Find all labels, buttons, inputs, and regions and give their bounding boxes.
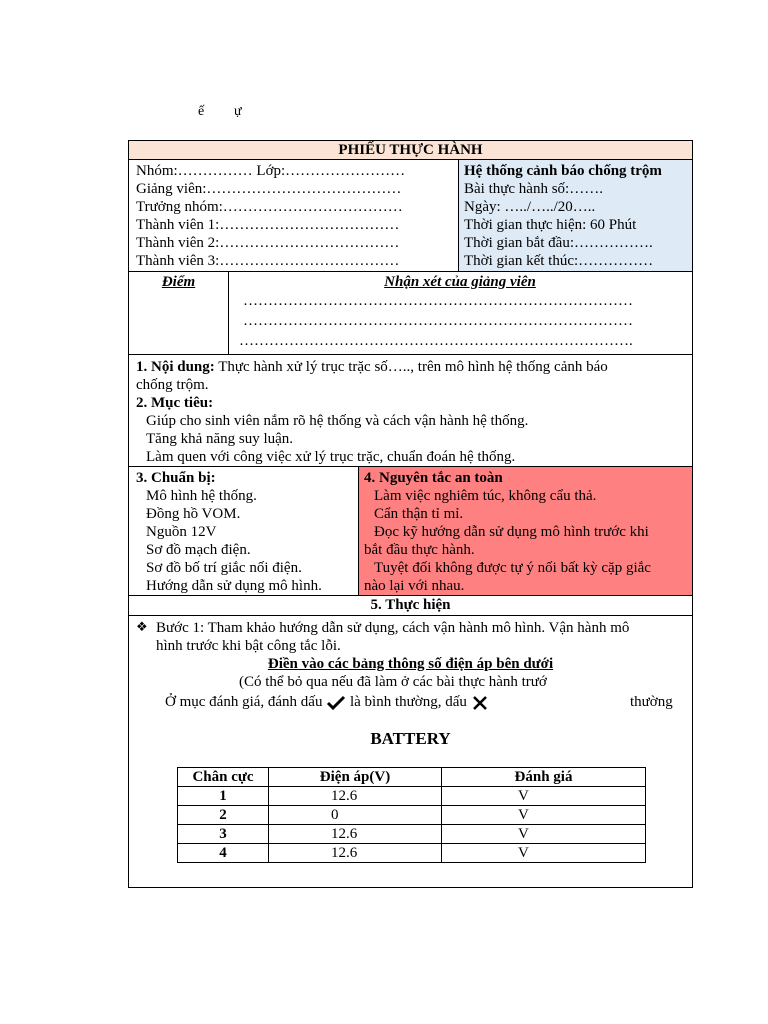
- pin-cell: 2: [178, 806, 269, 825]
- content-text: Thực hành xử lý trục trặc số….., trên mô hình hệ thống cảnh báo: [214, 359, 608, 375]
- prep-item-2: Đồng hồ VOM.: [146, 506, 241, 522]
- eval-normal-text: là bình thường, dấu: [349, 694, 467, 710]
- objective-2: Tăng khả năng suy luận.: [146, 431, 294, 447]
- eval-instruction: Ở mục đánh giá, đánh dấu: [165, 694, 323, 710]
- grade-label: Điểm: [161, 274, 196, 290]
- end-time-field: Thời gian kết thúc:……………: [464, 253, 654, 269]
- group-class-field: Nhóm:…………… Lớp:……………………: [136, 163, 406, 179]
- pin-cell: 4: [178, 844, 269, 863]
- content-text-cont: chống trộm.: [136, 377, 209, 393]
- comment-label: Nhận xét của giảng viên: [384, 274, 536, 290]
- member-3-field: Thành viên 3:………………………………: [136, 253, 400, 269]
- column-header-pin: Chân cực: [178, 768, 269, 787]
- comment-line-1: ……………………………………………………………………: [243, 293, 633, 309]
- prep-item-3: Nguồn 12V: [146, 524, 217, 540]
- info-section: [129, 160, 692, 272]
- eval-abnormal-text: thường: [630, 694, 673, 710]
- voltage-cell: 12.6: [269, 844, 442, 863]
- date-field: Ngày: …../…../20…..: [464, 199, 596, 215]
- practice-sheet: [128, 140, 693, 888]
- evaluation-cell: V: [442, 787, 646, 806]
- prep-item-1: Mô hình hệ thống.: [146, 488, 257, 504]
- voltage-cell: 12.6: [269, 787, 442, 806]
- skip-note: (Có thể bỏ qua nếu đã làm ở các bài thực hành trướ: [239, 674, 547, 690]
- start-time-field: Thời gian bắt đầu:…………….: [464, 235, 653, 251]
- safety-heading: 4. Nguyên tắc an toàn: [364, 470, 503, 486]
- table-row: [178, 787, 646, 806]
- prep-item-5: Sơ đồ bố trí giắc nối điện.: [146, 560, 302, 576]
- voltage-cell: 12.6: [269, 825, 442, 844]
- safety-line-3: Đọc kỹ hướng dẫn sử dụng mô hình trước khi: [374, 524, 649, 540]
- column-header-evaluation: Đánh giá: [442, 768, 646, 787]
- pin-cell: 3: [178, 825, 269, 844]
- objective-3: Làm quen với công việc xử lý trục trặc, chuẩn đoán hệ thống.: [146, 449, 516, 465]
- check-mark-icon: [326, 695, 346, 711]
- execution-heading: 5. Thực hiện: [129, 596, 692, 616]
- evaluation-cell: V: [442, 825, 646, 844]
- sheet-title: PHIẾU THỰC HÀNH: [129, 141, 692, 160]
- safety-line-1: Làm việc nghiêm túc, không cẩu thả.: [374, 488, 597, 504]
- header-fragment-b: ự: [234, 104, 242, 119]
- comment-line-2: ……………………………………………………………………: [243, 313, 633, 329]
- group-leader-field: Trưởng nhóm:………………………………: [136, 199, 403, 215]
- fill-in-title: Điền vào các bảng thông số điện áp bên dưới: [267, 656, 554, 672]
- objectives-heading: 2. Mục tiêu:: [136, 395, 214, 411]
- battery-table: [177, 767, 646, 863]
- table-row: [178, 806, 646, 825]
- safety-line-5: Tuyệt đối không được tự ý nối bất kỳ cặp giắc: [374, 560, 651, 576]
- cross-mark-icon: [471, 695, 489, 711]
- content-heading: 1. Nội dung:: [136, 359, 215, 375]
- safety-line-6: nào lại với nhau.: [364, 578, 465, 594]
- duration-field: Thời gian thực hiện: 60 Phút: [464, 217, 637, 233]
- prep-item-4: Sơ đồ mạch điện.: [146, 542, 251, 558]
- column-header-voltage: Điện áp(V): [269, 768, 442, 787]
- safety-line-4: bắt đầu thực hành.: [364, 542, 475, 558]
- lecturer-field: Giảng viên:…………………………………: [136, 181, 402, 197]
- bullet-diamond-icon: ❖: [136, 619, 148, 634]
- prep-item-6: Hướng dẫn sử dụng mô hình.: [146, 578, 322, 594]
- prep-heading: 3. Chuẩn bị:: [136, 470, 216, 486]
- objective-1: Giúp cho sinh viên nắm rõ hệ thống và cách vận hành hệ thống.: [146, 413, 529, 429]
- safety-line-2: Cẩn thận tỉ mỉ.: [374, 506, 464, 522]
- table-row: [178, 844, 646, 863]
- evaluation-cell: V: [442, 844, 646, 863]
- member-1-field: Thành viên 1:………………………………: [136, 217, 400, 233]
- member-2-field: Thành viên 2:………………………………: [136, 235, 400, 251]
- pin-cell: 1: [178, 787, 269, 806]
- table-row: [178, 825, 646, 844]
- header-fragment-a: ế: [198, 104, 205, 119]
- system-heading: Hệ thống cảnh báo chống trộm: [464, 163, 662, 179]
- content-section: [129, 355, 692, 467]
- lab-number-field: Bài thực hành số:…….: [464, 181, 603, 197]
- step-1-text-cont: hình trước khi bật công tắc lỗi.: [156, 638, 341, 654]
- prep-safety-section: [129, 467, 692, 596]
- grade-section: [129, 272, 692, 355]
- comment-line-3: …………………………………………………………………….: [239, 333, 633, 349]
- step-1-text: Bước 1: Tham khảo hướng dẫn sử dụng, cách vận hành mô hình. Vận hành mô: [156, 620, 630, 636]
- voltage-cell: 0: [269, 806, 442, 825]
- battery-title: BATTERY: [370, 729, 451, 748]
- evaluation-cell: V: [442, 806, 646, 825]
